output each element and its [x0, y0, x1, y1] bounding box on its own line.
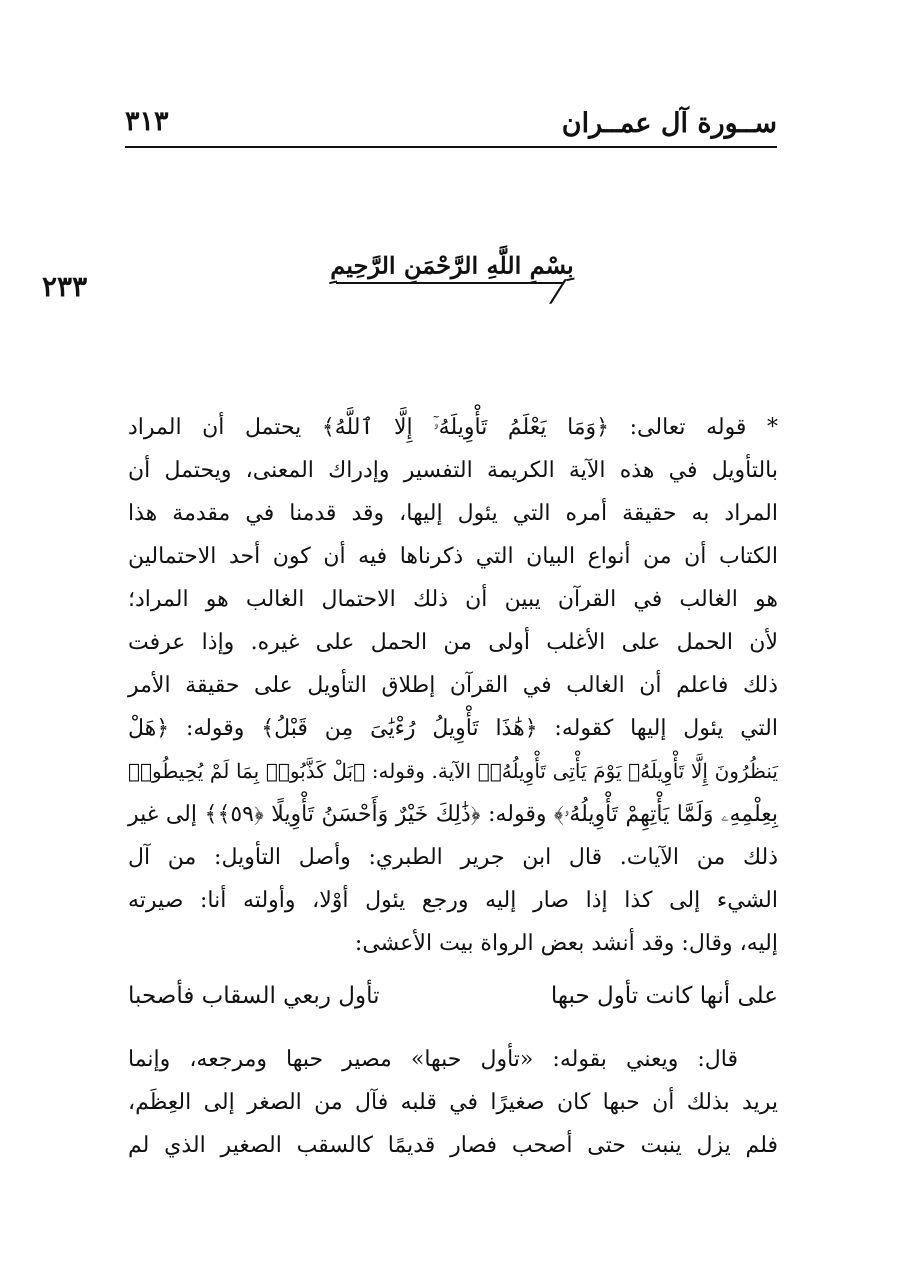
text-line: يريد بذلك أن حبها كان صغيرًا في قلبه فآل من الصغر إلى العِظَم،: [128, 1090, 778, 1115]
page-number: ٣١٣: [125, 106, 169, 137]
text-line: ذلك فاعلم أن الغالب في القرآن إطلاق التأويل على حقيقة الأمر: [128, 673, 778, 698]
first-hemistich: على أنها كانت تأول حبها: [550, 983, 778, 1009]
text-line: قال: ويعني بقوله: «تأول حبها» مصير حبها ومرجعه، وإنما: [128, 1047, 738, 1072]
slash-mark: /: [547, 274, 569, 309]
text-line: لأن الحمل على الأغلب أولى من الحمل على غيره. وإذا عرفت: [128, 630, 778, 655]
surah-title: ســورة آل عمــران: [561, 108, 777, 139]
poetry-verse: [128, 975, 778, 1018]
basmala-calligraphy: [318, 246, 586, 300]
commentary-paragraph-2: [128, 1038, 778, 1167]
basmala-stroke: [336, 282, 564, 284]
second-hemistich: تأول ربعي السقاب فأصحبا: [128, 983, 380, 1009]
margin-page-reference: ٢٣٣: [42, 270, 88, 303]
running-header: [125, 100, 777, 146]
text-line: الكتاب أن من أنواع البيان التي ذكرناها فيه أن كون أحد الاحتمالين: [128, 544, 778, 569]
text-line: ذلك من الآيات. قال ابن جرير الطبري: وأصل التأويل: من آل: [128, 845, 778, 870]
text-line: * قوله تعالى: ﴿وَمَا يَعْلَمُ تَأْوِيلَهُۥٓ إِلَّا ٱللَّهُ﴾ يحتمل أن المراد: [128, 415, 778, 440]
text-line: فلم يزل ينبت حتى أصحب فصار قديمًا كالسقب الصغير الذي لم: [128, 1133, 778, 1158]
text-line: الشيء إلى كذا إذا صار إليه ورجع يئول أوْلا، وأولته أنا: صيرته: [128, 888, 778, 913]
text-line: بِعِلْمِهِۦ وَلَمَّا يَأْتِهِمْ تَأْوِيلُهُۥ﴾ وقوله: ﴿ذَٰلِكَ خَيْرٌ وَأَحْسَنُ تَأْوِيلًا ﴿٥٩﴾﴾ إلى غير: [128, 802, 779, 827]
text-line: يَنظُرُونَ إِلَّا تَأْوِيلَهُۥ يَوْمَ يَأْتِى تَأْوِيلُهُۥ﴾ الآية. وقوله: ﴿بَلْ كَذَّبُوا۟ بِمَا لَمْ يُحِيطُوا۟: [128, 759, 778, 783]
text-line: المراد به حقيقة أمره التي يئول إليها، وقد قدمنا في مقدمة هذا: [128, 501, 778, 526]
text-line: هو الغالب في القرآن يبين أن ذلك الاحتمال الغالب هو المراد؛: [128, 587, 778, 612]
text-line: بالتأويل في هذه الآية الكريمة التفسير وإدراك المعنى، ويحتمل أن: [128, 458, 778, 483]
header-rule: [125, 146, 777, 148]
text-line: إليه، وقال: وقد أنشد بعض الرواة بيت الأعشى:: [354, 931, 778, 956]
text-line: التي يئول إليها كقوله: ﴿هَٰذَا تَأْوِيلُ رُءْيَٰىَ مِن قَبْلُ﴾ وقوله: ﴿هَلْ: [128, 716, 778, 741]
commentary-paragraph-1: [128, 406, 778, 965]
basmala-text: بِسْمِ اللَّهِ الرَّحْمَنِ الرَّحِيمِ: [330, 251, 574, 280]
